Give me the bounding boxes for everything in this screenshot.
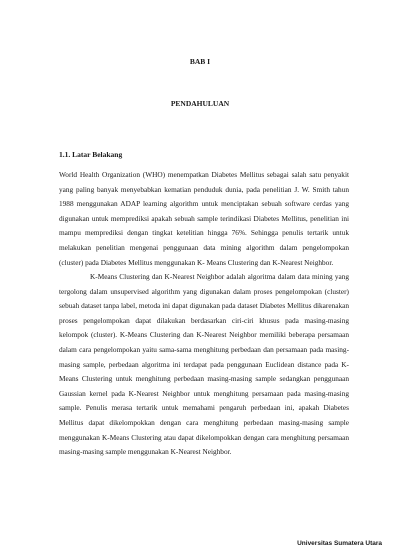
paragraph-1: World Health Organization (WHO) menempatkan Diabetes Mellitus sebagai salah satu penyakit yang paling banyak menyebabkan kematian penduduk dunia, pada penelitian J. W. Smith tahun 1988 menggunakan ADAP learning algorithm untuk menciptakan sebuah software cerdas yang digunakan untuk memprediksi apakah sebuah sample terindikasi Diabetes Mellitus, penelitian ini mampu memprediksi dengan tingkat ketelitian hingga 76%. Sehingga penulis tertarik untuk melakukan penelitian mengenai penggunaan data mining algorithm dalam pengelompokan (cluster) pada Diabetes Mellitus menggunakan K- Means Clustering dan K-Nearest Neighbor. — [59, 170, 349, 267]
chapter-number: BAB I — [189, 57, 211, 66]
paragraph-2: K-Means Clustering dan K-Nearest Neighbor adalah algoritma dalam data mining yang tergolong dalam unsupervised algorithm yang digunakan dalam proses pengelompokan (cluster) sebuah dataset tanpa label, metoda ini dapat digunakan pada dataset Diabetes Mellitus dikarenakan proses pengelompokan dapat dilakukan berdasarkan ciri-ciri khusus pada masing-masing kelompok (cluster). K-Means Clustering dan K-Nearest Neighbor memiliki beberapa persamaan dalam cara pengelompokan yaitu sama-sama menghitung perbedaan dan persamaan pada masing- masing sample, perbedaan algoritma ini terdapat pada penggunaan Euclidean distance pada K-Means Clustering untuk menghitung perbedaan masing-masing sample sedangkan penggunaan Gaussian kernel pada K-Nearest Neighbor untuk menghitung persamaan pada masing-masing sample. Penulis merasa tertarik untuk memahami pengaruh perbedaan ini, apakah Diabetes Mellitus dapat dikelompokkan dengan cara menghitung perbedaan masing-masing sample menggunakan K-Means Clustering atau dapat dikelompokkan dengan cara menghitung persamaan masing-masing sample menggunakan K-Nearest Neighbor. — [59, 272, 349, 457]
section-heading: 1.1. Latar Belakang — [59, 150, 123, 159]
chapter-title: PENDAHULUAN — [170, 99, 230, 108]
footer-institution: Universitas Sumatera Utara — [297, 540, 382, 547]
